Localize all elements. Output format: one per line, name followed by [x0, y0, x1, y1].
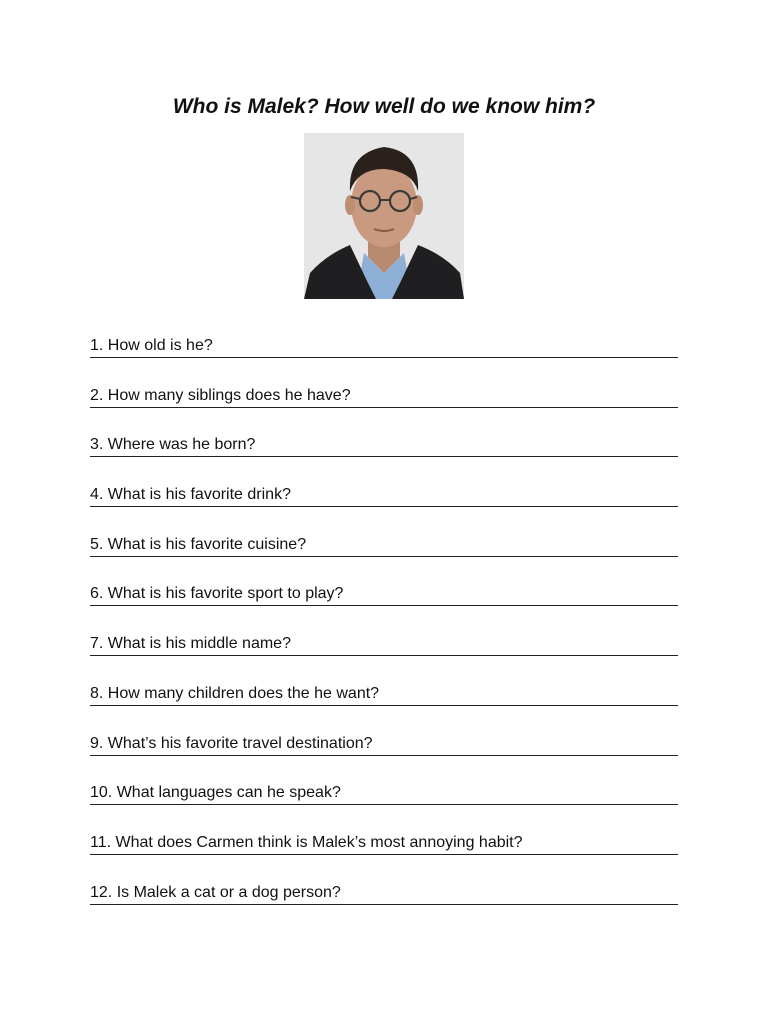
answer-line: [90, 456, 678, 457]
question-text: 4. What is his favorite drink?: [90, 486, 291, 504]
question-item: [90, 681, 678, 731]
question-text: 1. How old is he?: [90, 337, 213, 354]
question-item: [90, 333, 678, 383]
answer-line: [90, 755, 678, 756]
question-item: [90, 482, 678, 532]
portrait-photo: [304, 133, 464, 299]
portrait-photo-icon: [304, 133, 464, 299]
answer-line: [90, 655, 678, 656]
answer-line: [90, 705, 678, 706]
question-list: [90, 333, 678, 929]
question-text: 11. What does Carmen think is Malek’s most annoying habit?: [90, 833, 523, 851]
question-item: [90, 731, 678, 781]
page-title: Who is Malek? How well do we know him?: [172, 95, 596, 118]
question-text: 3. Where was he born?: [90, 436, 256, 454]
question-item: [90, 880, 678, 930]
answer-line: [90, 407, 678, 408]
question-text: 8. How many children does the he want?: [90, 684, 380, 702]
question-item: [90, 383, 678, 433]
question-item: [90, 830, 678, 880]
question-text: 10. What languages can he speak?: [90, 784, 341, 802]
question-item: [90, 581, 678, 631]
answer-line: [90, 605, 678, 606]
question-item: [90, 432, 678, 482]
question-text: 12. Is Malek a cat or a dog person?: [90, 883, 341, 901]
question-item: [90, 532, 678, 582]
question-item: [90, 780, 678, 830]
question-item: [90, 631, 678, 681]
answer-line: [90, 506, 678, 507]
answer-line: [90, 357, 678, 358]
answer-line: [90, 854, 678, 855]
question-text: 6. What is his favorite sport to play?: [90, 585, 344, 603]
question-text: 9. What’s his favorite travel destination?: [90, 734, 373, 752]
answer-line: [90, 556, 678, 557]
answer-line: [90, 804, 678, 805]
question-text: 5. What is his favorite cuisine?: [90, 535, 307, 553]
question-text: 7. What is his middle name?: [90, 635, 291, 653]
question-text: 2. How many siblings does he have?: [90, 386, 351, 404]
answer-line: [90, 904, 678, 905]
